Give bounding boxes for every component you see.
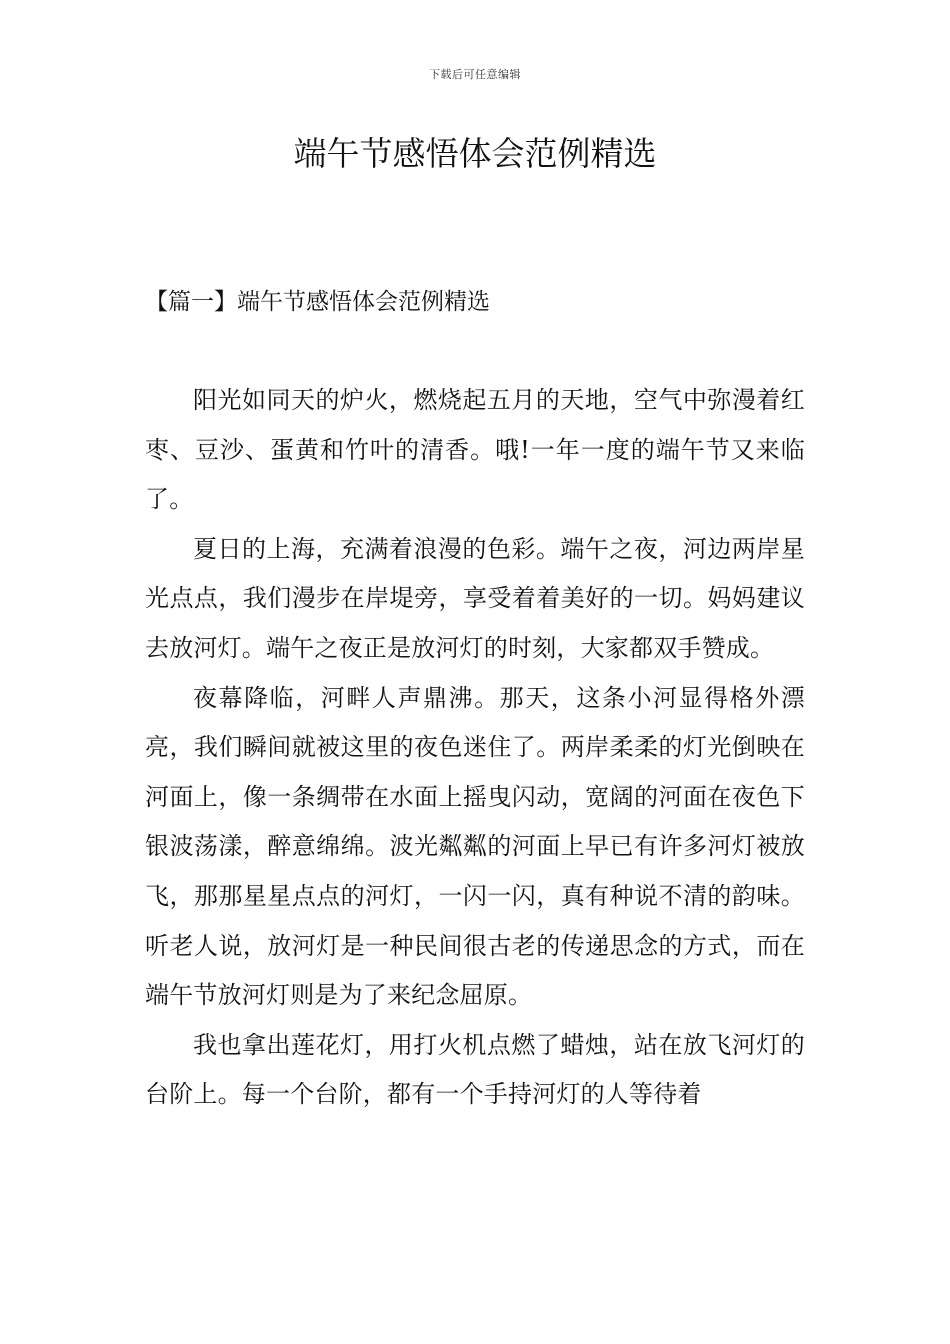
paragraph: 我也拿出莲花灯，用打火机点燃了蜡烛，站在放飞河灯的台阶上。每一个台阶，都有一个手持河灯的人等待着 (145, 1030, 805, 1109)
header-note: 下载后可任意编辑 (429, 68, 521, 81)
paragraph: 阳光如同天的炉火，燃烧起五月的天地，空气中弥漫着红枣、豆沙、蛋黄和竹叶的清香。哦!一年一度的端午节又来临了。 (145, 386, 805, 514)
body-text (145, 376, 805, 1120)
page-title: 端午节感悟体会范例精选 (293, 134, 657, 173)
section-heading: 【篇一】端午节感悟体会范例精选 (145, 289, 490, 315)
paragraph: 夜幕降临，河畔人声鼎沸。那天，这条小河显得格外漂亮，我们瞬间就被这里的夜色迷住了。两岸柔柔的灯光倒映在河面上，像一条绸带在水面上摇曳闪动，宽阔的河面在夜色下银波荡漾，醉意绵绵。波光粼粼的河面上早已有许多河灯被放飞，那那星星点点的河灯，一闪一闪，真有种说不清的韵味。听老人说，放河灯是一种民间很古老的传递思念的方式，而在端午节放河灯则是为了来纪念屈原。 (145, 683, 805, 1010)
paragraph: 夏日的上海，充满着浪漫的色彩。端午之夜，河边两岸星光点点，我们漫步在岸堤旁，享受着着美好的一切。妈妈建议去放河灯。端午之夜正是放河灯的时刻，大家都双手赞成。 (145, 534, 805, 662)
